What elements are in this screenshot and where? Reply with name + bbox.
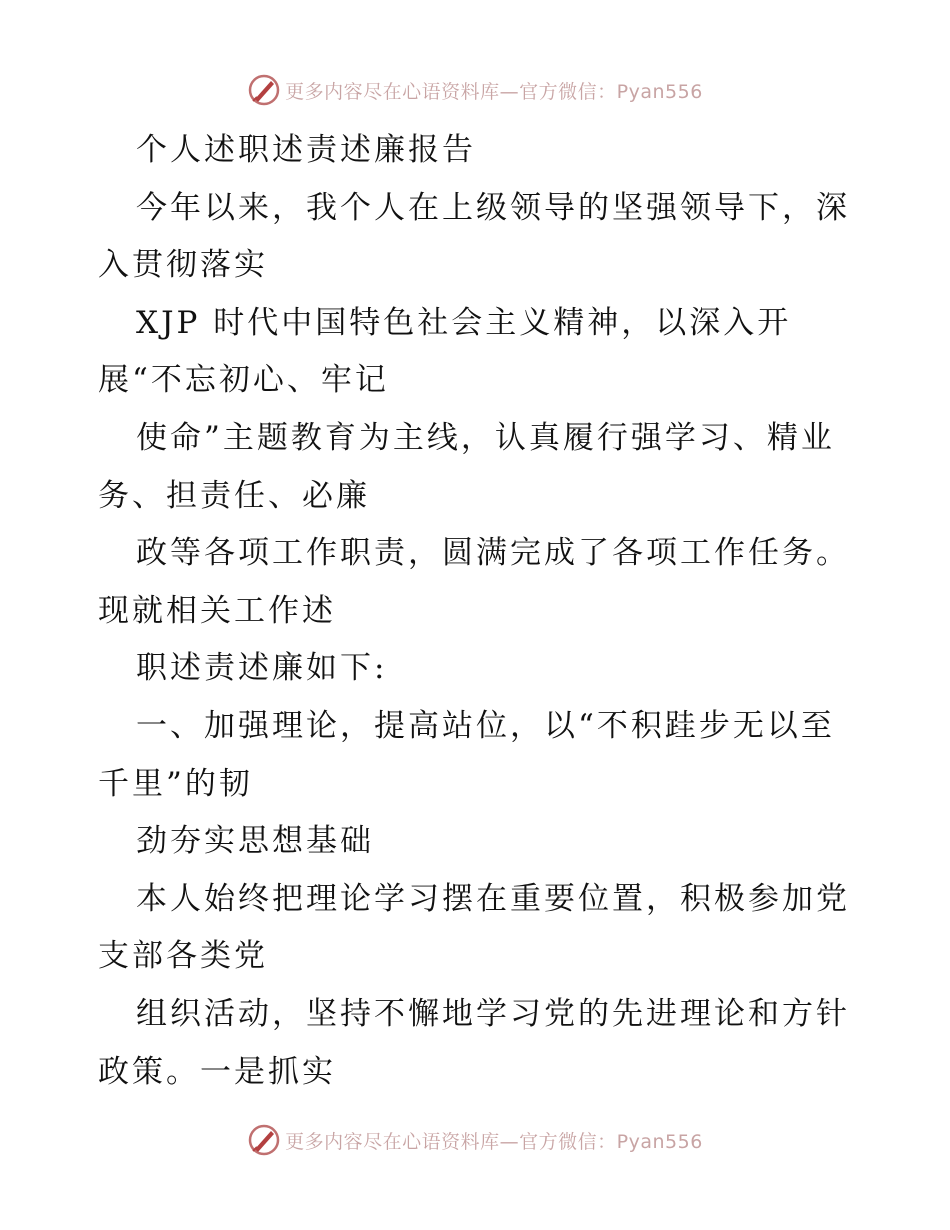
doc-line: 入贯彻落实 (98, 247, 268, 284)
doc-line: 组织活动，坚持不懈地学习党的先进理论和方针 (136, 995, 850, 1032)
doc-line: 政策。一是抓实 (98, 1053, 336, 1090)
doc-line: 支部各类党 (98, 938, 268, 975)
header-watermark (0, 70, 950, 110)
quill-logo-icon (247, 1123, 281, 1157)
doc-line: 务、担责任、必廉 (98, 477, 370, 514)
doc-line: 职述责述廉如下: (136, 650, 388, 687)
watermark-text: 更多内容尽在心语资料库—官方微信：Pyan556 (285, 80, 703, 103)
doc-line: 本人始终把理论学习摆在重要位置，积极参加党 (136, 880, 850, 917)
document-body (98, 122, 868, 1101)
doc-line: 使命”主题教育为主线，认真履行强学习、精业 (136, 419, 835, 456)
doc-line: 现就相关工作述 (98, 592, 336, 629)
footer-watermark (0, 1120, 950, 1160)
doc-title: 个人述职述责述廉报告 (136, 132, 476, 168)
quill-logo-icon (247, 73, 281, 107)
section-heading-cont: 劲夯实思想基础 (136, 823, 374, 860)
doc-line: XJP 时代中国特色社会主义精神，以深入开 (136, 304, 792, 341)
doc-line: 展“不忘初心、牢记 (98, 362, 389, 399)
doc-line: 今年以来，我个人在上级领导的坚强领导下，深 (136, 189, 850, 226)
doc-line: 政等各项工作职责，圆满完成了各项工作任务。 (136, 535, 850, 572)
section-heading: 一、加强理论，提高站位，以“不积跬步无以至 (136, 707, 835, 744)
section-heading-cont: 千里”的韧 (98, 765, 253, 802)
watermark-text: 更多内容尽在心语资料库—官方微信：Pyan556 (285, 1130, 703, 1153)
